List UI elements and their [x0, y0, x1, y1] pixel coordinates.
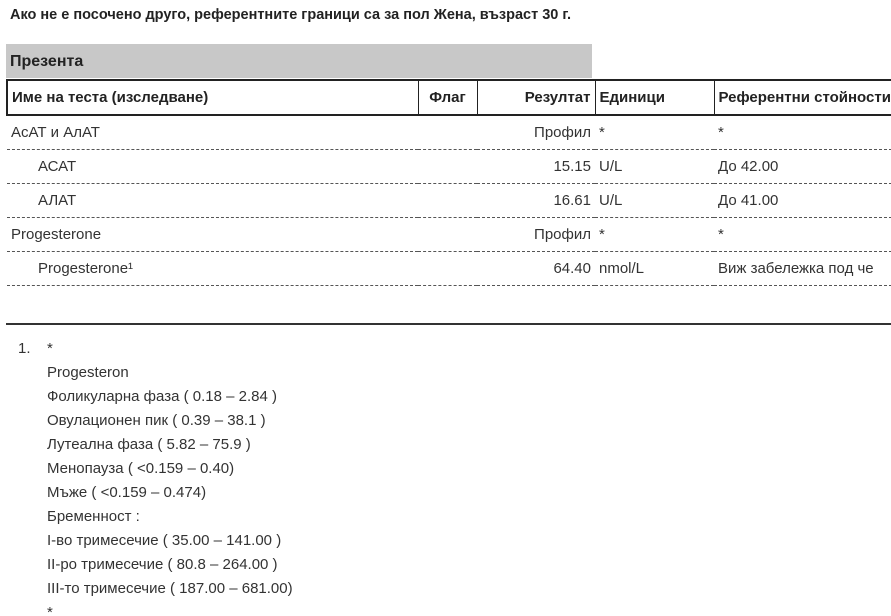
test-flag — [418, 115, 477, 149]
section-title: Презента — [10, 53, 84, 70]
section-divider — [6, 323, 891, 325]
table-row-test — [7, 251, 891, 285]
column-header-reference: Референтни стойности — [714, 80, 891, 115]
footnote — [18, 337, 293, 616]
test-reference: До 42.00 — [714, 149, 891, 183]
footnote-number: 1. — [18, 340, 31, 357]
footnote-line: Менопауза ( <0.159 – 0.40) — [47, 460, 235, 477]
test-name: АЛАТ — [7, 183, 418, 217]
test-name: АСАТ — [7, 149, 418, 183]
test-units: U/L — [595, 183, 714, 217]
footnote-line: * — [47, 604, 53, 616]
test-result: 16.61 — [477, 183, 595, 217]
column-header-result: Резултат — [477, 80, 595, 115]
test-flag — [418, 217, 477, 251]
table-row-profile — [7, 115, 891, 149]
test-reference: * — [714, 217, 891, 251]
column-header-units: Единици — [595, 80, 714, 115]
test-units: * — [595, 115, 714, 149]
table-row-test — [7, 183, 891, 217]
test-name: АсАТ и АлАТ — [7, 115, 418, 149]
test-flag — [418, 183, 477, 217]
test-flag — [418, 251, 477, 285]
table-header-row — [7, 80, 891, 115]
test-name: Progesterone — [7, 217, 418, 251]
test-result: 15.15 — [477, 149, 595, 183]
footnote-line: Мъже ( <0.159 – 0.474) — [47, 484, 207, 501]
footnote-line: III-то тримесечие ( 187.00 – 681.00) — [47, 580, 293, 597]
table-row-test — [7, 149, 891, 183]
test-result: 64.40 — [477, 251, 595, 285]
footnote-line: Бременност : — [47, 508, 140, 525]
test-result: Профил — [477, 115, 595, 149]
footnote-line: Progesteron — [47, 364, 129, 381]
footnote-line: Фоликуларна фаза ( 0.18 – 2.84 ) — [47, 388, 277, 405]
test-flag — [418, 149, 477, 183]
test-result: Профил — [477, 217, 595, 251]
footnote-line: II-ро тримесечие ( 80.8 – 264.00 ) — [47, 556, 278, 573]
test-units: nmol/L — [595, 251, 714, 285]
column-header-test-name: Име на теста (изследване) — [7, 80, 418, 115]
column-header-flag: Флаг — [418, 80, 477, 115]
footnote-line: * — [47, 340, 53, 357]
test-reference: Виж забележка под че — [714, 251, 891, 285]
footnote-body — [47, 337, 293, 616]
test-name: Progesterone¹ — [7, 251, 418, 285]
reference-range-note: Ако не е посочено друго, референтните граници са за пол Жена, възраст 30 г. — [10, 7, 571, 23]
footnote-line: Овулационен пик ( 0.39 – 38.1 ) — [47, 412, 266, 429]
footnote-line: Лутеална фаза ( 5.82 – 75.9 ) — [47, 436, 251, 453]
section-header — [6, 44, 592, 78]
test-units: * — [595, 217, 714, 251]
test-reference: * — [714, 115, 891, 149]
test-reference: До 41.00 — [714, 183, 891, 217]
test-units: U/L — [595, 149, 714, 183]
footnote-line: I-во тримесечие ( 35.00 – 141.00 ) — [47, 532, 282, 549]
table-row-profile — [7, 217, 891, 251]
results-table — [6, 79, 891, 286]
